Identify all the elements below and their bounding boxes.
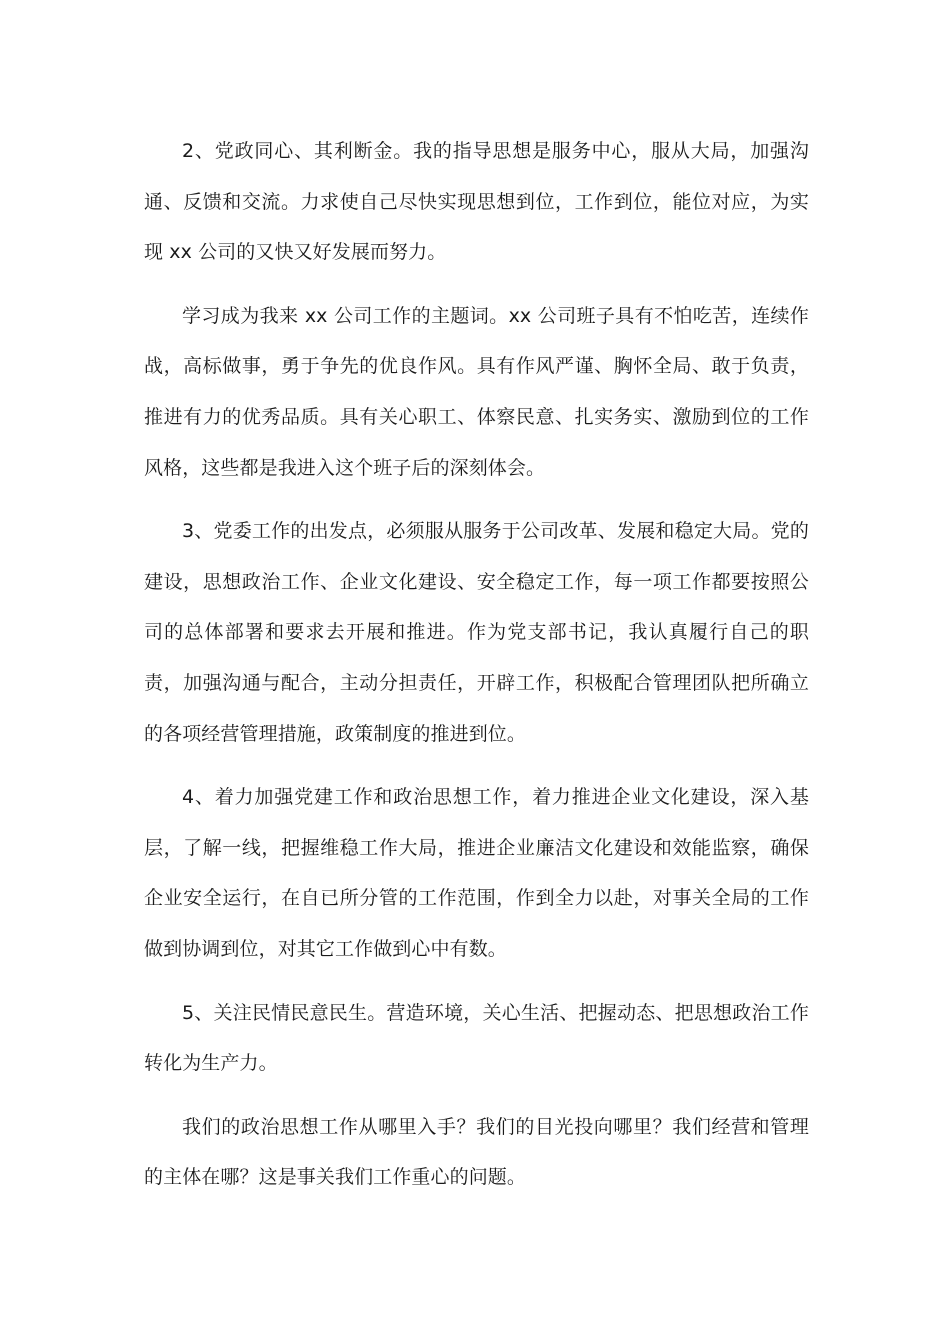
paragraph-2: 学习成为我来 xx 公司工作的主题词。xx 公司班子具有不怕吃苦，连续作战，高标做事，勇于争先的优良作风。具有作风严谨、胸怀全局、敢于负责，推进有力的优秀品质。具有关心职工、体察民意、扎实务实、激励到位的工作风格，这些都是我进入这个班子后的深刻体会。 bbox=[144, 304, 809, 479]
document-body bbox=[144, 126, 809, 1216]
paragraph-6: 我们的政治思想工作从哪里入手？我们的目光投向哪里？我们经营和管理的主体在哪？这是事关我们工作重心的问题。 bbox=[144, 1115, 809, 1189]
paragraph-4: 4、着力加强党建工作和政治思想工作，着力推进企业文化建设，深入基层，了解一线，把握维稳工作大局，推进企业廉洁文化建设和效能监察，确保企业安全运行，在自已所分管的工作范围，作到全力以赴，对事关全局的工作做到协调到位，对其它工作做到心中有数。 bbox=[144, 786, 809, 960]
paragraph-3: 3、党委工作的出发点，必须服从服务于公司改革、发展和稳定大局。党的建设，思想政治工作、企业文化建设、安全稳定工作，每一项工作都要按照公司的总体部署和要求去开展和推进。作为党支部书记，我认真履行自己的职责，加强沟通与配合，主动分担责任，开辟工作，积极配合管理团队把所确立的各项经营管理措施，政策制度的推进到位。 bbox=[144, 520, 809, 745]
paragraph-1: 2、党政同心、其利断金。我的指导思想是服务中心，服从大局，加强沟通、反馈和交流。力求使自己尽快实现思想到位，工作到位，能位对应，为实现 xx 公司的又快又好发展而努力。 bbox=[144, 140, 809, 264]
paragraph-5: 5、关注民情民意民生。营造环境，关心生活、把握动态、把思想政治工作转化为生产力。 bbox=[144, 1001, 809, 1075]
